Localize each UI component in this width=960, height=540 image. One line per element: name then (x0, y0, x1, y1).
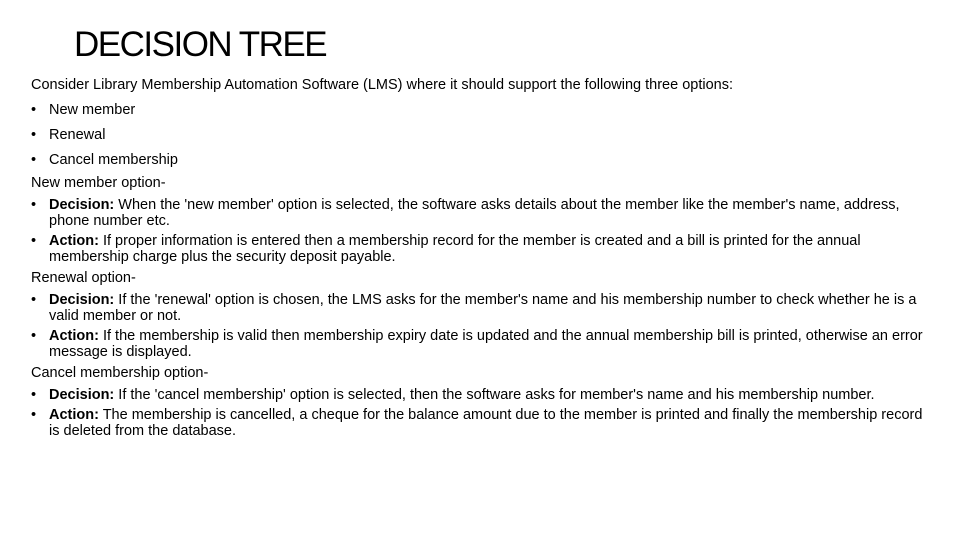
decision-text: If the 'cancel membership' option is selected, then the software asks for member's name and his membership number. (114, 387, 875, 403)
section-heading-cancel-membership: Cancel membership option- (31, 365, 209, 381)
new-member-action (31, 233, 936, 265)
option-new-member: • New member (31, 101, 936, 120)
slide-title: DECISION TREE (74, 25, 327, 64)
cancel-decision (31, 387, 936, 403)
new-member-decision (31, 197, 936, 229)
action-label: Action: (49, 233, 99, 249)
action-text: The membership is cancelled, a cheque for the balance amount due to the member is printed and finally the membership record is deleted from the database. (49, 407, 923, 439)
renewal-action (31, 328, 936, 360)
action-label: Action: (49, 328, 99, 344)
action-label: Action: (49, 407, 99, 423)
renewal-decision (31, 292, 936, 324)
slide-body (31, 76, 936, 439)
section-heading-new-member: New member option- (31, 175, 166, 191)
option-renewal: • Renewal (31, 126, 936, 145)
decision-label: Decision: (49, 292, 115, 308)
option-cancel-membership: • Cancel membership (31, 151, 936, 170)
decision-text: If the 'renewal' option is chosen, the LMS asks for the member's name and his membership number to check whether he is a valid member or not. (49, 292, 917, 324)
intro-text: Consider Library Membership Automation Software (LMS) where it should support the following three options: (31, 77, 733, 93)
decision-text: When the 'new member' option is selected, the software asks details about the member like the member's name, address, phone number etc. (49, 197, 900, 229)
action-text: If proper information is entered then a membership record for the member is created and a bill is printed for the annual membership charge plus the security deposit payable. (49, 233, 861, 265)
cancel-action (31, 407, 936, 439)
decision-label: Decision: (49, 197, 115, 213)
section-heading-renewal: Renewal option- (31, 270, 136, 286)
decision-label: Decision: (49, 387, 115, 403)
action-text: If the membership is valid then membership expiry date is updated and the annual membership bill is printed, otherwise an error message is displayed. (49, 328, 923, 360)
